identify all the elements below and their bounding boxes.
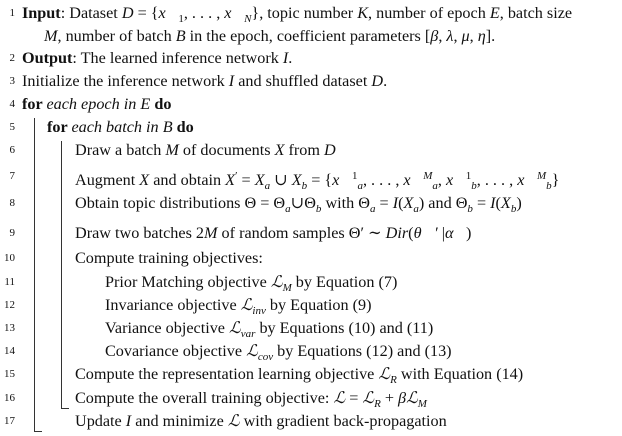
text-segment: a	[357, 180, 363, 192]
text-segment: I	[228, 72, 235, 90]
text-segment: ′	[235, 170, 238, 182]
text-segment: }	[551, 171, 560, 189]
text-segment: D	[324, 141, 336, 159]
text-segment: ∪Θ	[290, 194, 316, 212]
algorithm-line	[0, 70, 622, 92]
text-segment: b	[510, 203, 517, 215]
text-segment: of random samples Θ′ ∼	[217, 224, 386, 242]
text-segment: X	[500, 194, 511, 212]
text-segment: and obtain	[149, 171, 226, 189]
text-segment: D	[371, 72, 384, 90]
text-segment: cov	[257, 351, 274, 363]
line-number: 17	[4, 415, 15, 427]
line-text	[75, 139, 336, 161]
text-segment: x⃗	[332, 171, 352, 189]
text-segment: , . . . ,	[183, 4, 225, 22]
text-segment: var	[240, 328, 256, 340]
text-segment: ,	[453, 27, 462, 45]
text-segment: ,	[437, 171, 446, 189]
algorithm-line	[0, 247, 622, 269]
line-number: 7	[9, 170, 15, 182]
line-number: 8	[9, 197, 15, 209]
algorithm-line	[0, 165, 622, 192]
text-segment: a	[432, 180, 438, 192]
text-segment: D	[121, 4, 134, 22]
text-segment: x⃗	[224, 4, 245, 22]
text-segment: ℒ	[227, 412, 240, 430]
text-segment: I	[282, 49, 289, 67]
algorithm-line	[0, 222, 622, 244]
text-segment: M	[282, 282, 292, 294]
text-segment: ℒ	[406, 389, 418, 407]
line-number: 14	[4, 345, 15, 357]
text-segment: , number of batch	[57, 27, 176, 45]
text-segment: Initialize the inference network	[22, 72, 229, 90]
text-segment: and shuffled dataset	[234, 72, 372, 90]
text-segment: λ	[446, 27, 454, 45]
text-segment: Invariance objective	[105, 296, 241, 314]
line-text	[47, 116, 194, 138]
text-segment: Obtain topic distributions Θ = Θ	[75, 194, 286, 212]
text-segment: K	[357, 4, 369, 22]
algorithm-line	[0, 47, 622, 69]
text-segment: M	[417, 398, 427, 410]
text-segment: X	[403, 194, 414, 212]
text-segment: =	[345, 389, 363, 407]
line-number: 11	[4, 276, 15, 288]
text-segment: ) and Θ	[418, 194, 468, 212]
text-segment: M	[204, 224, 218, 242]
text-segment: inv	[252, 305, 266, 317]
algorithm-line	[0, 317, 622, 339]
text-segment: ,	[469, 27, 478, 45]
text-segment: (	[408, 224, 414, 242]
text-segment: |	[437, 224, 445, 242]
text-segment: ].	[485, 27, 496, 45]
text-segment: b	[315, 203, 322, 215]
text-segment: by Equations (12) and (13)	[273, 342, 452, 360]
batch-loop-end	[61, 408, 69, 409]
text-segment: for	[22, 95, 47, 113]
text-segment: Compute training objectives:	[75, 249, 263, 267]
text-segment: θ⃗′	[413, 224, 438, 242]
text-segment: X	[225, 171, 236, 189]
text-segment: by Equation (7)	[291, 273, 398, 291]
text-segment: x⃗	[158, 4, 179, 22]
line-text	[75, 247, 263, 269]
text-segment: ,	[438, 27, 447, 45]
algorithm-line	[0, 387, 622, 409]
epoch-loop-bar	[34, 118, 35, 432]
text-segment: x⃗	[445, 171, 466, 189]
line-number: 15	[4, 368, 15, 380]
line-text	[22, 93, 171, 115]
line-text	[44, 25, 495, 47]
text-segment: each batch in B	[71, 118, 173, 136]
text-segment: .	[288, 49, 293, 67]
text-segment: , batch size	[499, 4, 573, 22]
text-segment: ∪	[270, 171, 292, 189]
text-segment: , . . . ,	[476, 171, 518, 189]
text-segment: do	[172, 118, 194, 136]
text-segment: B	[175, 27, 186, 45]
text-segment: I	[392, 194, 399, 212]
text-segment: β	[398, 389, 407, 407]
algorithm-line	[0, 271, 622, 293]
text-segment: Input	[22, 4, 61, 22]
text-segment: 1	[351, 170, 358, 182]
text-segment: a	[285, 203, 291, 215]
algorithm-line	[0, 294, 622, 316]
text-segment: ℒ	[270, 273, 283, 291]
line-text	[75, 410, 447, 432]
algorithm-line	[0, 139, 622, 161]
text-segment: ℒ	[362, 389, 375, 407]
line-number: 13	[4, 322, 15, 334]
text-segment: β	[430, 27, 439, 45]
text-segment: Prior Matching objective	[105, 273, 271, 291]
text-segment: )	[466, 224, 472, 242]
text-segment: a	[369, 203, 376, 215]
text-segment: μ	[461, 27, 470, 45]
text-segment: M	[165, 141, 179, 159]
algorithm-line	[0, 2, 622, 24]
text-segment: +	[380, 389, 399, 407]
algorithm-line	[0, 340, 622, 362]
text-segment: =	[472, 194, 491, 212]
line-number: 12	[4, 299, 15, 311]
text-segment: I	[125, 412, 132, 430]
text-segment: in the epoch, coefficient parameters [	[185, 27, 431, 45]
text-segment: by Equation (9)	[265, 296, 372, 314]
text-segment: by Equations (10) and (11)	[255, 319, 434, 337]
text-segment: η	[477, 27, 486, 45]
algorithm-line	[0, 363, 622, 385]
text-segment: ℒ	[229, 319, 241, 337]
line-text	[22, 47, 292, 69]
text-segment: Output	[22, 49, 73, 67]
algorithm-line	[0, 410, 622, 432]
text-segment: .	[383, 72, 388, 90]
text-segment: from	[284, 141, 325, 159]
batch-loop-bar	[61, 141, 62, 409]
text-segment: M	[423, 170, 433, 182]
line-number: 6	[9, 144, 15, 156]
algorithm-line	[0, 93, 622, 115]
text-segment: }, topic number	[251, 4, 358, 22]
text-segment: : The learned inference network	[72, 49, 283, 67]
text-segment: Update	[75, 412, 126, 430]
text-segment: Compute the overall training objective:	[75, 389, 334, 407]
text-segment: x⃗	[517, 171, 537, 189]
text-segment: b	[546, 180, 552, 192]
text-segment: a	[413, 203, 419, 215]
text-segment: of documents	[178, 141, 275, 159]
text-segment: Covariance objective	[105, 342, 247, 360]
text-segment: M	[44, 27, 58, 45]
text-segment: = {	[133, 4, 159, 22]
text-segment: , number of epoch	[368, 4, 490, 22]
text-segment: ℒ	[333, 389, 346, 407]
text-segment: N	[244, 13, 252, 25]
text-segment: a	[264, 180, 271, 192]
epoch-loop-end	[34, 431, 42, 432]
text-segment: R	[374, 398, 381, 410]
text-segment: )	[516, 194, 522, 212]
text-segment: Draw a batch	[75, 141, 166, 159]
text-segment: for	[47, 118, 72, 136]
text-segment: R	[390, 374, 397, 386]
text-segment: E	[489, 4, 500, 22]
text-segment: , . . . ,	[362, 171, 404, 189]
text-segment: do	[150, 95, 172, 113]
text-segment: Draw two batches 2	[75, 224, 205, 242]
text-segment: 1	[465, 170, 472, 182]
text-segment: ℒ	[246, 342, 258, 360]
text-segment: ℒ	[378, 365, 391, 383]
text-segment: with gradient back-propagation	[239, 412, 447, 430]
text-segment: X	[291, 171, 302, 189]
text-segment: X	[139, 171, 150, 189]
text-segment: x⃗	[403, 171, 424, 189]
text-segment: b	[467, 203, 473, 215]
line-number: 10	[4, 252, 15, 264]
text-segment: = {	[307, 171, 333, 189]
text-segment: with Θ	[321, 194, 370, 212]
algorithm-line	[0, 192, 622, 214]
text-segment: 1	[178, 13, 184, 25]
text-segment: : Dataset	[60, 4, 122, 22]
line-text	[75, 222, 471, 244]
text-segment: Compute the representation learning objective	[75, 365, 379, 383]
algorithm-line	[0, 25, 622, 47]
text-segment: =	[237, 171, 255, 189]
text-segment: b	[301, 180, 308, 192]
text-segment: M	[536, 170, 547, 182]
text-segment: Augment	[75, 171, 140, 189]
text-segment: b	[471, 180, 477, 192]
text-segment: with Equation (14)	[396, 365, 524, 383]
line-text	[22, 70, 387, 92]
line-number: 2	[9, 52, 15, 64]
line-number: 16	[4, 392, 15, 404]
line-number: 9	[9, 227, 15, 239]
line-number: 4	[9, 98, 15, 110]
line-number: 5	[9, 121, 15, 133]
line-number: 1	[9, 7, 15, 19]
text-segment: Dir	[385, 224, 409, 242]
text-segment: each epoch in E	[46, 95, 151, 113]
text-segment: =	[375, 194, 393, 212]
text-segment: X	[274, 141, 285, 159]
text-segment: ℒ	[240, 296, 253, 314]
line-text	[75, 192, 522, 220]
text-segment: I	[490, 194, 496, 212]
text-segment: and minimize	[131, 412, 228, 430]
text-segment: X	[254, 171, 265, 189]
text-segment: α⃗	[444, 224, 467, 242]
algorithm-line	[0, 116, 622, 138]
line-number: 3	[9, 75, 15, 87]
text-segment: (	[495, 194, 501, 212]
text-segment: Variance objective	[105, 319, 230, 337]
text-segment: (	[398, 194, 404, 212]
